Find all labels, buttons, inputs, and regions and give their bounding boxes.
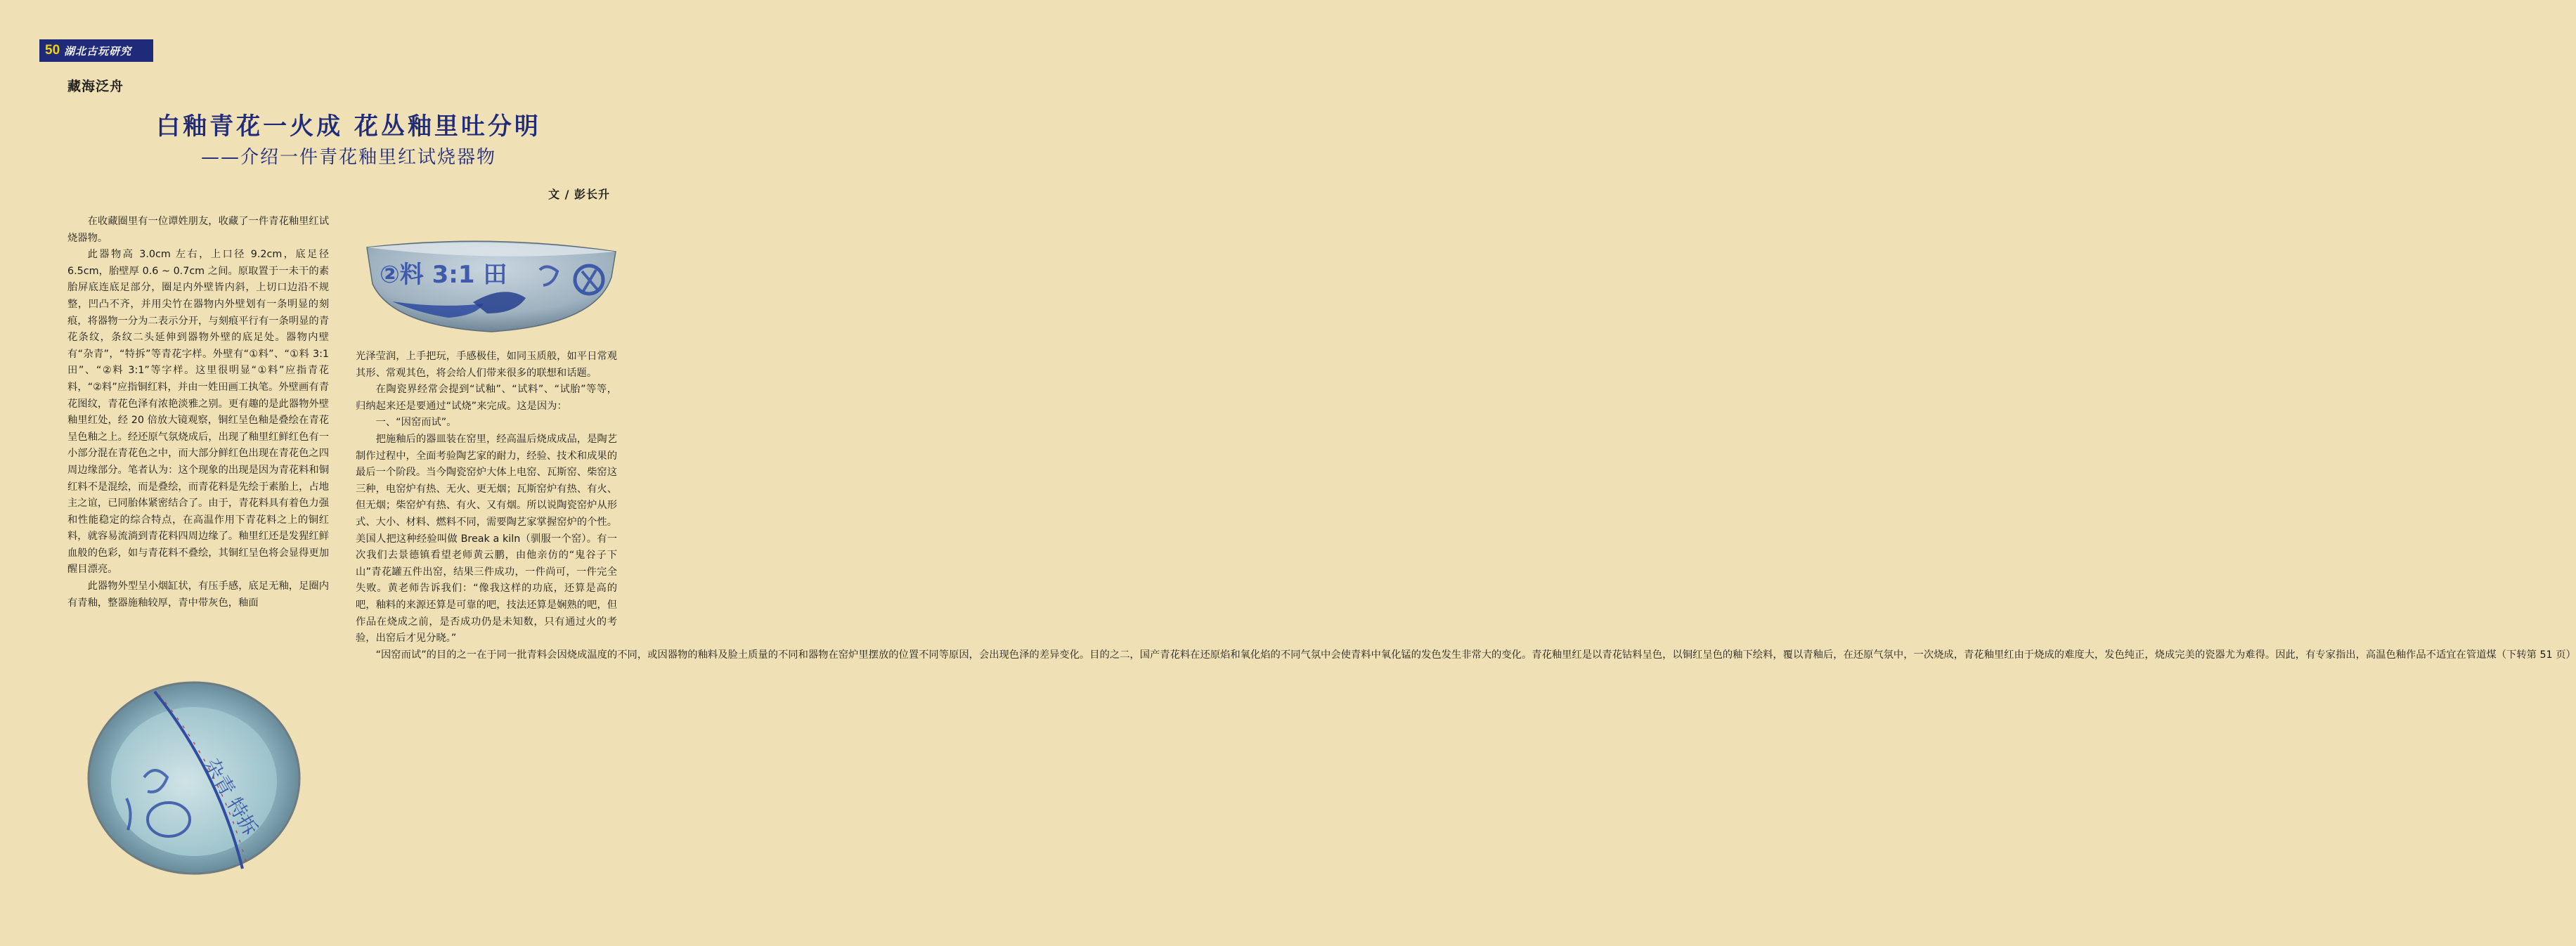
paragraph: 在陶瓷界经常会提到“试釉”、“试料”、“试胎”等等，归纳起来还是要通过“试烧”来完成。这是因为： <box>356 384 617 412</box>
right-column-text <box>356 349 2576 663</box>
paragraph: 光泽莹润，上手把玩，手感极佳，如同玉质般，如平日常观其形、常观其色，将会给人们带来很多的联想和话题。 <box>356 351 617 379</box>
paragraph: 一、“因窑而试”。 <box>375 417 457 429</box>
bowl-side-photo <box>364 235 619 335</box>
bowl-side-inscription: ②料 3:1 田 <box>380 261 507 289</box>
column-name: 湖北古玩研究 <box>64 44 132 58</box>
page-number: 50 <box>45 43 60 58</box>
paragraph: 此器物外型呈小烟缸状，有压手感，底足无釉，足圈内有青釉，整器施釉较厚，青中带灰色，釉面 <box>67 581 329 609</box>
article-subtitle: ——介绍一件青花釉里红试烧器物 <box>200 147 496 168</box>
paragraph: “因窑而试”的目的之一在于同一批青料会因烧成温度的不同，或因器物的釉料及脸土质量的不同和器物在窑炉里摆放的位置不同等原因，会出现色泽的差异变化。目的之二，国产青花料在还原焰和氧化焰的不同气氛中会使青料中氧化锰的发色发生非常大的变化。青花釉里红是以青花钴料呈色，以铜红呈色的釉下绘料，覆以青釉后，在还原气氛中，一次烧成，青花釉里红由于烧成的难度大，发色纯正，烧成完美的瓷器尤为难得。因此，有专家指出，高温色釉作品不适宜在管道煤（下转第 51 页） <box>375 649 2576 661</box>
bowl-top-photo <box>84 679 304 877</box>
paragraph: 把施釉后的器皿装在窑里，经高温后烧成成品，是陶艺制作过程中，全面考验陶艺家的耐力，经验、技术和成果的最后一个阶段。当今陶瓷窑炉大体上电窑、瓦斯窑、柴窑这三种，电窑炉有热、无火、更无烟；瓦斯窑炉有热、有火、但无烟；柴窑炉有热、有火、又有烟。所以说陶瓷窑炉从形式、大小、材料、燃料不同，需要陶艺家掌握窑炉的个性。美国人把这种经验叫做 Break a kiln（驯服一个窑）。有一次我们去景德镇看望老师黄云鹏，由他亲仿的“鬼谷子下山”青花罐五件出窑，结果三件成功，一件尚可，一件完全失败。黄老师告诉我们：“像我这样的功底，还算是高的吧，釉料的来源还算是可靠的吧，技法还算是娴熟的吧，但作品在烧成之前，是否成功仍是未知数，只有通过火的考验，出窑后才见分晓。” <box>356 433 617 644</box>
paragraph: 此器物高 3.0cm 左右，上口径 9.2cm，底足径 6.5cm，胎壁厚 0.6 ~ 0.7cm 之间。原取置于一未干的素胎屏底连底足部分，圈足内外壁皆内斜，上切口边沿不规整，凹凸不齐，并用尖竹在器物内外壁划有一条明显的刻痕，将器物一分为二表示分开，与刻痕平行有一条明显的青花条纹，条纹二头延伸到器物外壁的底足处。器物内壁有“杂青”，“特拆”等青花字样。外壁有“①料”、“①料 3:1 田”、“②料 3:1”等字样。这里很明显“①料”应指青花料，“②料”应指铜红料，并由一姓田画工执笔。外壁画有青花图纹，青花色泽有浓艳淡雅之别。更有趣的是此器物外壁釉里红处，经 20 倍放大镜观察，铜红呈色釉是叠绘在青花呈色釉之上。经还原气氛烧成后，出现了釉里红鲜红色有一小部分混在青花色之中，而大部分鲜红色出现在青花色之四周边缘部分。笔者认为：这个现象的出现是因为青花料和铜红料不是混绘，而是叠绘，而青花料是先绘于素胎上，占地主之谊，已同胎体紧密结合了。由于，青花料具有着色力强和性能稳定的综合特点，在高温作用下青花料之上的铜红料，就容易流淌到青花料四周边缘了。釉里红还是发猩红鲜血般的色彩，如与青花料不叠绘，其铜红呈色将会显得更加醒目漂亮。 <box>67 249 329 576</box>
left-column-text <box>67 214 329 611</box>
column-header-tag <box>39 39 153 62</box>
section-label: 藏海泛舟 <box>67 79 124 94</box>
author-byline: 文 / 彭长升 <box>548 188 610 201</box>
bowl-top-inscription: 杂青 特拆 <box>199 754 262 840</box>
paragraph: 在收藏圈里有一位谭姓朋友，收藏了一件青花釉里红试烧器物。 <box>67 216 329 244</box>
article-title: 白釉青花一火成 花丛釉里吐分明 <box>156 112 541 141</box>
